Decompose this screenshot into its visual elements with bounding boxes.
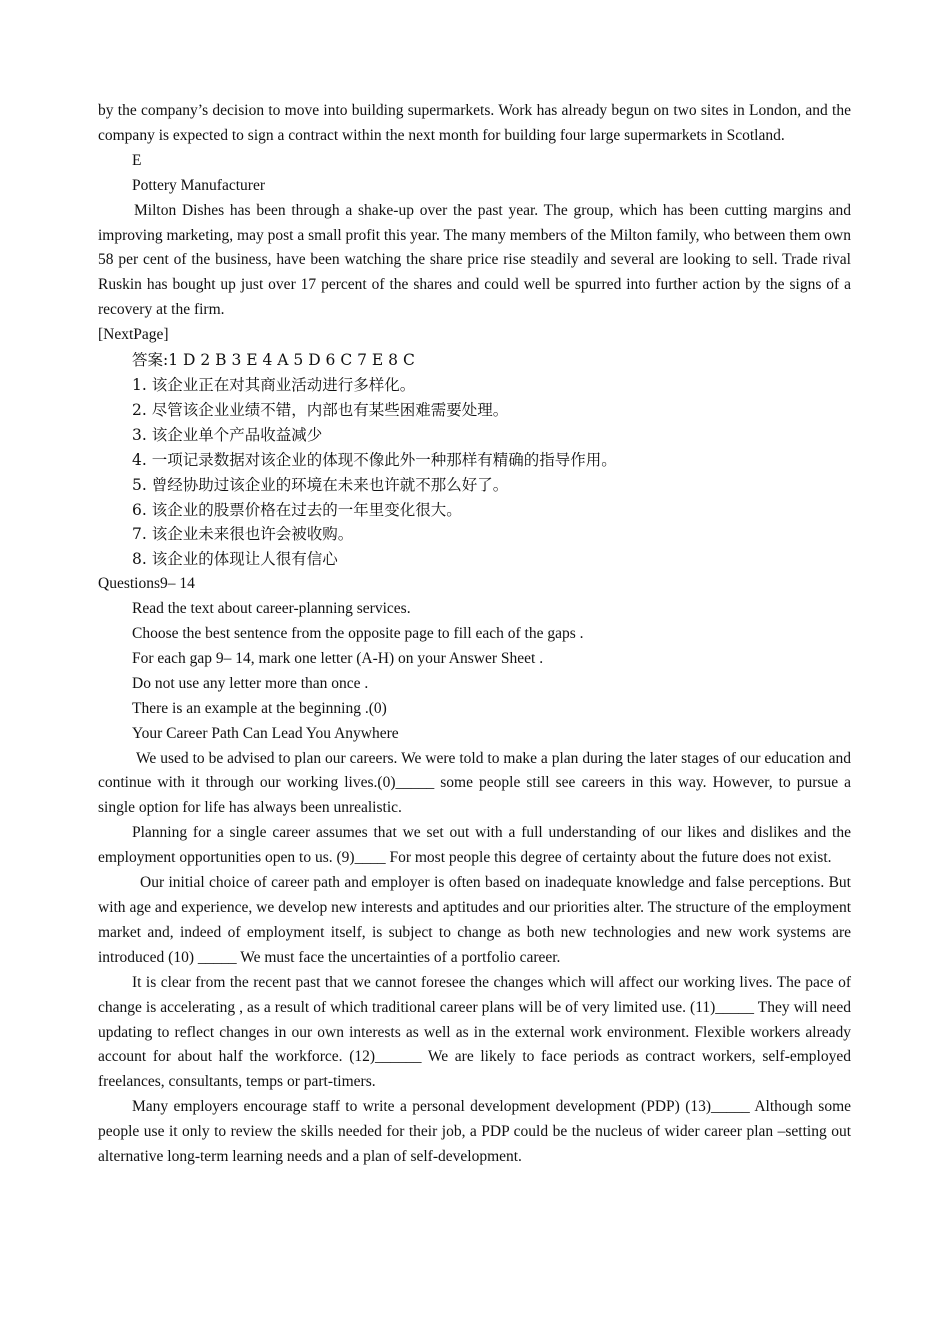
article-paragraph-4: It is clear from the recent past that we cannot foresee the changes which will affect our working lives. The pace of change is accelerating , as a result of which traditional career plans will be of very limited use. (11)_____ They will need updating to reflect changes in our own interests as well as in the external work environment. Flexible workers already account for about half the workforce. (12)______ We are likely to face periods as contract workers, self-employed freelances, consultants, temps or part-timers. xyxy=(98,973,851,1091)
document-page xyxy=(98,99,851,1170)
questions-heading: Questions9– 14 xyxy=(98,575,195,593)
answer-explanation-3: 3. 该企业单个产品收益减少 xyxy=(132,425,323,444)
article-title: Your Career Path Can Lead You Anywhere xyxy=(132,724,399,742)
section-e-heading: Pottery Manufacturer xyxy=(132,176,265,194)
section-e-letter: E xyxy=(132,151,142,169)
instruction-4: Do not use any letter more than once . xyxy=(132,674,369,692)
answer-explanation-1: 1. 该企业正在对其商业活动进行多样化。 xyxy=(132,375,416,394)
section-e-body: Milton Dishes has been through a shake-up over the past year. The group, which has been cutting margins and improving marketing, may post a small profit this year. The many members of the Milton family, who between them own 58 per cent of the business, have been watching the share price rise steadily and several are looking to sell. Trade rival Ruskin has bought up just over 17 percent of the shares and could well be spurred into further action by the signs of a recovery at the firm. xyxy=(98,201,851,319)
article-paragraph-3: Our initial choice of career path and employer is often based on inadequate knowledge and false perceptions. But with age and experience, we develop new interests and aptitudes and our priorities alter. The structure of the employment market and, indeed of employment itself, is subject to change as both new technologies and new work systems are introduced (10) _____ We must face the uncertainties of a portfolio career. xyxy=(98,874,851,966)
answer-explanation-5: 5. 曾经协助过该企业的环境在未来也许就不那么好了。 xyxy=(132,475,509,494)
instruction-1: Read the text about career-planning services. xyxy=(132,600,411,618)
article-paragraph-1: We used to be advised to plan our careers. We were told to make a plan during the later stages of our education and continue with it through our working lives.(0)_____ some people still see careers in this way. However, to pursue a single option for life has always been unrealistic. xyxy=(98,749,851,817)
answer-key: 答案:1 D 2 B 3 E 4 A 5 D 6 C 7 E 8 C xyxy=(132,351,415,370)
instruction-3: For each gap 9– 14, mark one letter (A-H) on your Answer Sheet . xyxy=(132,649,544,667)
instruction-5: There is an example at the beginning .(0) xyxy=(132,699,387,717)
answer-explanation-8: 8. 该企业的体现让人很有信心 xyxy=(132,550,338,569)
passage-d-conclusion: by the company’s decision to move into building supermarkets. Work has already begun on two sites in London, and the company is expected to sign a contract within the next month for building four large supermarkets in Scotland. xyxy=(98,102,851,144)
answer-explanation-2: 2. 尽管该企业业绩不错，内部也有某些困难需要处理。 xyxy=(132,400,509,419)
answer-explanation-7: 7. 该企业未来很也许会被收购。 xyxy=(132,525,354,544)
article-paragraph-2: Planning for a single career assumes that we set out with a full understanding of our likes and dislikes and the employment opportunities open to us. (9)____ For most people this degree of certainty about the future does not exist. xyxy=(98,824,851,867)
instruction-2: Choose the best sentence from the opposite page to fill each of the gaps . xyxy=(132,625,584,643)
answer-explanation-6: 6. 该企业的股票价格在过去的一年里变化很大。 xyxy=(132,500,462,519)
answer-explanation-4: 4. 一项记录数据对该企业的体现不像此外一种那样有精确的指导作用。 xyxy=(132,450,617,469)
article-paragraph-5: Many employers encourage staff to write a personal development development (PDP) (13)_____ Although some people use it only to review the skills needed for their job, a PDP could be the nucleus of wider career plan –setting out alternative long-term learning needs and a plan of self-development. xyxy=(98,1098,851,1166)
next-page-marker: [NextPage] xyxy=(98,326,169,344)
